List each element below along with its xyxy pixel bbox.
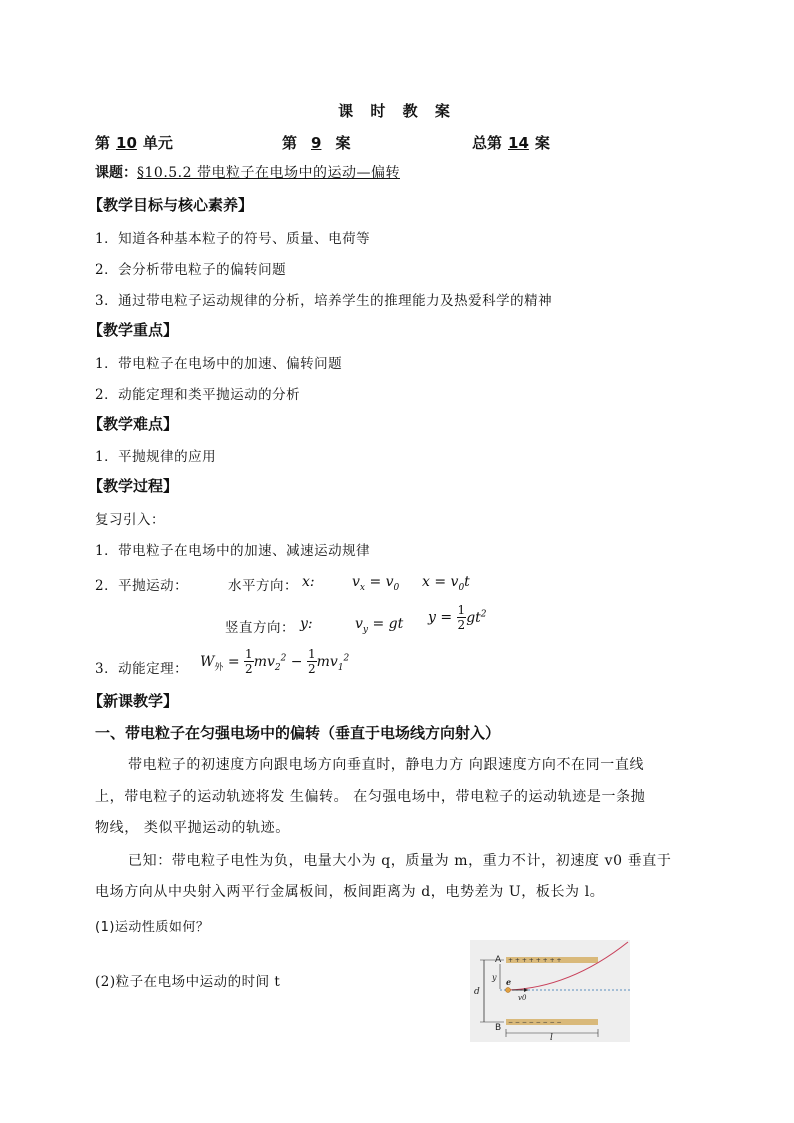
keypoint-item-2: 2．动能定理和类平抛运动的分析	[95, 387, 301, 403]
vertical-eq-position: y = $\frac{1}{2}$ $gt^2$	[428, 603, 487, 632]
figure-background	[470, 940, 630, 1042]
doc-title: 课 时 教 案	[338, 102, 456, 120]
y-label: y	[492, 973, 497, 982]
vertical-eq-velocity	[355, 616, 403, 635]
horizontal-label: 水平方向：	[228, 578, 298, 594]
total-suffix: 案	[534, 134, 550, 152]
paragraph-1-line-1: 带电粒子的初速度方向跟电场方向垂直时，静电力方 向跟速度方向不在同一直线	[128, 757, 645, 773]
d-label: d	[474, 987, 480, 997]
vertical-label: 竖直方向：	[225, 620, 295, 636]
difficulties-heading: 【教学难点】	[88, 415, 179, 433]
difficulty-item-1: 1．平抛规律的应用	[95, 449, 217, 465]
question-1: (1)运动性质如何？	[95, 920, 210, 935]
l-label: l	[550, 1033, 553, 1042]
section-1-title: 一、带电粒子在匀强电场中的偏转（垂直于电场线方向射入）	[95, 724, 501, 742]
goal-item-2: 2．会分析带电粒子的偏转问题	[95, 262, 287, 278]
goal-item-3: 3．通过带电粒子运动规律的分析，培养学生的推理能力及热爱科学的精神	[95, 293, 553, 309]
lesson-prefix: 第	[282, 134, 298, 152]
paragraph-2-line-1: 已知：带电粒子电性为负，电量大小为 q，质量为 m，重力不计，初速度 v0 垂直于	[128, 853, 672, 869]
keypoints-heading: 【教学重点】	[88, 321, 179, 339]
plate-a-label: A	[495, 955, 502, 965]
horizontal-eq-position	[422, 574, 470, 593]
deflection-diagram	[470, 940, 630, 1042]
total-value: 14	[508, 134, 529, 152]
goal-item-1: 1．知道各种基本粒子的符号、质量、电荷等	[95, 231, 371, 247]
review-intro: 复习引入：	[95, 512, 165, 528]
v0-label: v0	[518, 994, 527, 1002]
process-item-3-label: 3．动能定理：	[95, 661, 189, 677]
fraction-half-1: $\frac{1}{2}$	[245, 647, 253, 676]
work-energy-equation: $W_外$ = $\frac{1}{2}$ $mv_2^2$ − $\frac{1}{2}$ $mv_1^2$	[200, 647, 350, 676]
unit-prefix: 第	[95, 134, 111, 152]
new-lesson-heading: 【新课教学】	[88, 692, 179, 710]
paragraph-2-line-2: 电场方向从中央射入两平行金属板间，板间距离为 d，电势差为 U，板长为 l。	[95, 884, 605, 900]
question-2: (2)粒子在电场中运动的时间 t	[95, 974, 281, 990]
eq-vy: $v_y$ = gt	[355, 616, 404, 635]
process-item-2-label: 2．平抛运动：	[95, 578, 189, 594]
horizontal-eq-velocity	[352, 574, 399, 593]
eq-vx: $v_x = v_0$	[352, 574, 400, 593]
total-number	[472, 132, 550, 153]
lesson-suffix: 案	[335, 134, 351, 152]
topic-row	[95, 162, 422, 182]
paragraph-1-line-2: 上，带电粒子的运动轨迹将发 生偏转。 在匀强电场中，带电粒子的运动轨迹是一条抛	[95, 789, 646, 805]
topic-text: §10.5.2 带电粒子在电场中的运动—偏转	[137, 165, 400, 181]
particle	[506, 988, 511, 993]
process-item-1: 1．带电粒子在电场中的加速、减速运动规律	[95, 543, 371, 559]
goals-heading: 【教学目标与核心素养】	[88, 196, 254, 214]
vertical-var: y:	[300, 616, 313, 632]
eq-x: $x = v_0t$	[422, 574, 470, 593]
total-prefix: 总第	[472, 134, 503, 152]
deflection-figure	[470, 940, 630, 1042]
horizontal-var: x:	[302, 574, 315, 590]
lesson-number	[282, 132, 350, 153]
fraction-half: $\frac{1}{2}$	[457, 603, 466, 632]
e-label: e	[506, 977, 512, 987]
plate-bottom-signs: − − − − − − − −	[508, 1019, 562, 1026]
plate-b-label: B	[495, 1023, 502, 1033]
keypoint-item-1: 1．带电粒子在电场中的加速、偏转问题	[95, 356, 343, 372]
process-heading: 【教学过程】	[88, 477, 179, 495]
topic-label: 课题：	[95, 165, 137, 181]
paragraph-1-line-3: 物线， 类似平抛运动的轨迹。	[95, 820, 290, 836]
unit-number	[95, 132, 173, 153]
plate-top-signs: + + + + + + + +	[508, 957, 562, 964]
lesson-value: 9	[311, 134, 322, 152]
unit-value: 10	[116, 134, 137, 152]
fraction-half-2: $\frac{1}{2}$	[307, 647, 316, 676]
unit-suffix: 单元	[142, 134, 173, 152]
